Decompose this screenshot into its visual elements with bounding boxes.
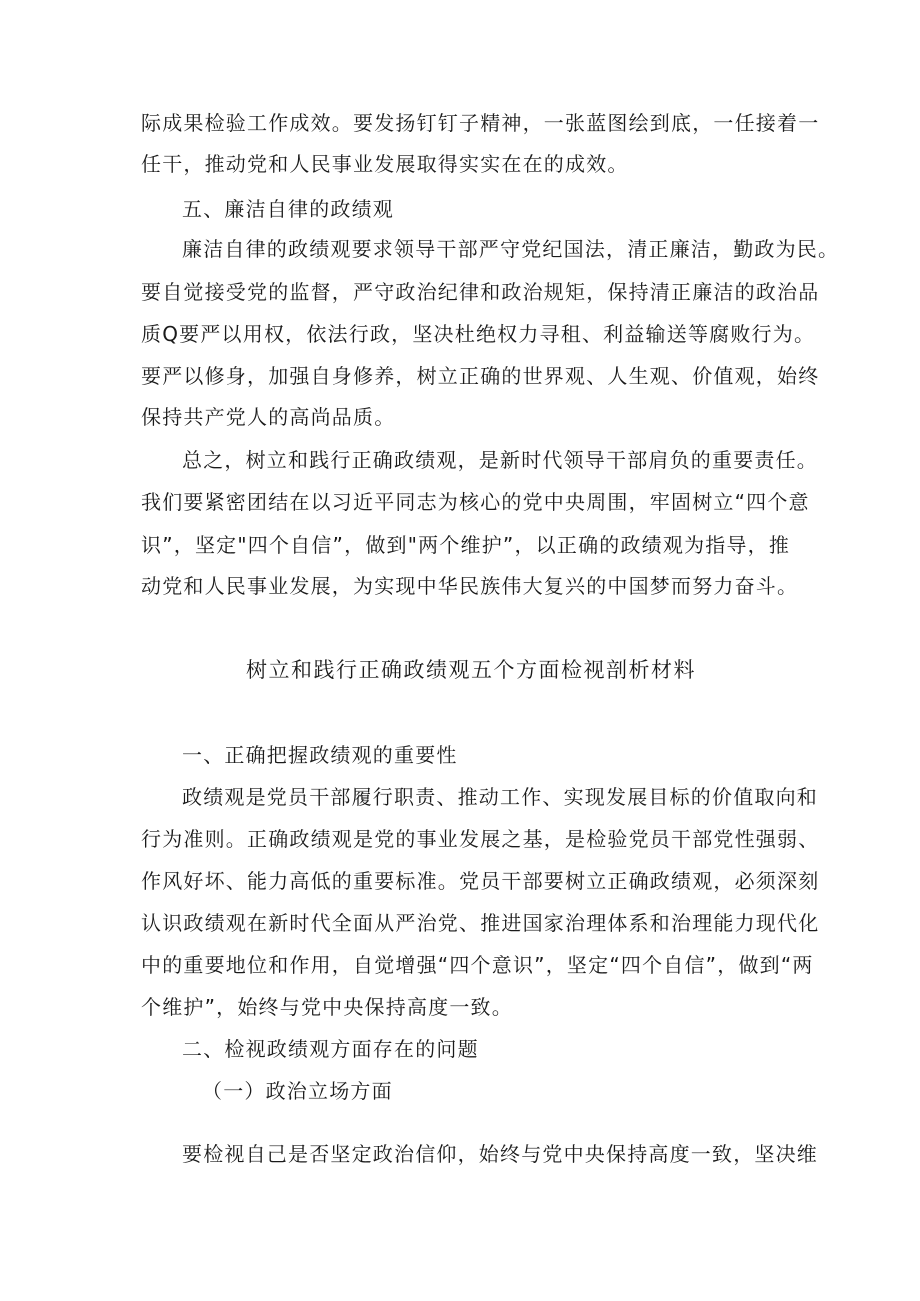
paragraph-line: 作风好坏、能力高低的重要标准。党员干部要树立正确政绩观，必须深刻 <box>141 869 820 893</box>
paragraph-line: 识”，坚定"四个自信”，做到"两个维护”，以正确的政绩观为指导，推 <box>141 533 791 557</box>
paragraph-line: 行为准则。正确政绩观是党的事业发展之基，是检验党员干部党性强弱、 <box>141 827 820 851</box>
section-heading: 五、廉洁自律的政绩观 <box>182 197 394 221</box>
paragraph-line: 我们要紧密团结在以习近平同志为核心的党中央周围，牢固树立“四个意 <box>141 490 810 514</box>
paragraph-line: 政绩观是党员干部履行职责、推动工作、实现发展目标的价值取向和 <box>182 785 818 809</box>
section-heading: 二、检视政绩观方面存在的问题 <box>182 1037 479 1061</box>
paragraph-line: 动党和人民事业发展，为实现中华民族伟大复兴的中国梦而努力奋斗。 <box>141 574 799 598</box>
paragraph-line: 中的重要地位和作用，自觉增强“四个意识”，坚定“四个自信”，做到“两 <box>141 953 814 977</box>
paragraph-line: 保持共产党人的高尚品质。 <box>141 405 396 429</box>
section-heading: 一、正确把握政绩观的重要性 <box>182 743 458 767</box>
paragraph-line: 个维护”，始终与党中央保持高度一致。 <box>141 995 513 1019</box>
paragraph-line: 认识政绩观在新时代全面从严治党、推进国家治理体系和治理能力现代化 <box>141 911 820 935</box>
paragraph-line: 要自觉接受党的监督，严守政治纪律和政治规矩，保持清正廉洁的政治品 <box>141 280 820 304</box>
paragraph-line: 任干，推动党和人民事业发展取得实实在在的成效。 <box>141 152 629 176</box>
paragraph-line: 要严以修身，加强自身修养，树立正确的世界观、人生观、价值观，始终 <box>141 364 820 388</box>
paragraph-line: 质Q要严以用权，依法行政，坚决杜绝权力寻租、利益输送等腐败行为。 <box>141 322 816 346</box>
paragraph-line: 际成果检验工作成效。要发扬钉钉子精神，一张蓝图绘到底，一任接着一 <box>141 111 820 135</box>
paragraph-line: 总之，树立和践行正确政绩观，是新时代领导干部肩负的重要责任。 <box>182 448 818 472</box>
document-title: 树立和践行正确政绩观五个方面检视剖析材料 <box>246 658 696 682</box>
subsection-heading: （一）政治立场方面 <box>202 1079 393 1103</box>
paragraph-line: 廉洁自律的政绩观要求领导干部严守党纪国法，清正廉洁，勤政为民。 <box>182 237 840 261</box>
paragraph-line: 要检视自己是否坚定政治信仰，始终与党中央保持高度一致，坚决维 <box>182 1142 818 1166</box>
